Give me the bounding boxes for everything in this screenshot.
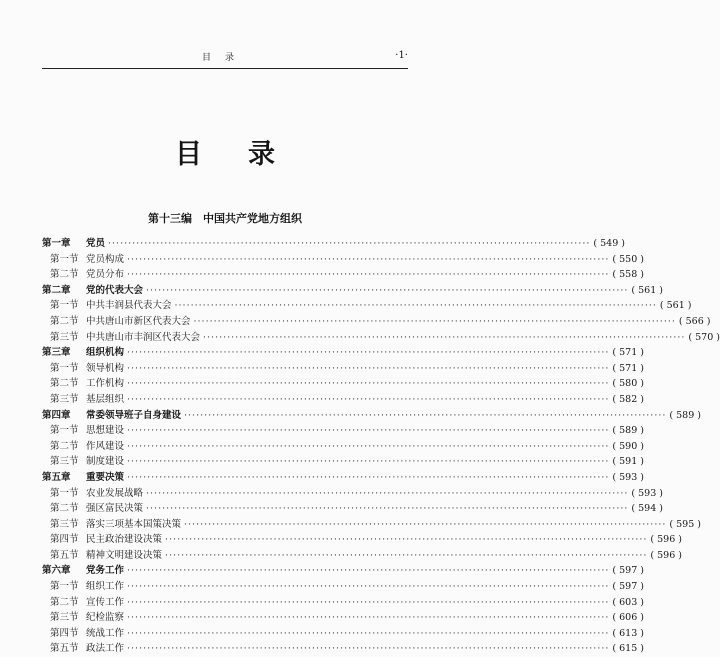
toc-entry-number: 第三节 bbox=[50, 518, 79, 530]
toc-entry-page: ( 595 ) bbox=[669, 518, 701, 530]
toc-entry-page: ( 566 ) bbox=[678, 315, 711, 327]
toc-entry-number: 第五节 bbox=[50, 549, 79, 561]
toc-entry-page: ( 580 ) bbox=[612, 378, 644, 390]
toc-leader-dots: ························································································································ bbox=[146, 503, 629, 515]
toc-entry-number: 第三节 bbox=[50, 393, 79, 405]
toc-leader-dots: ························································································································ bbox=[127, 378, 610, 390]
toc-entry-page: ( 613 ) bbox=[612, 627, 644, 639]
toc-entry-title: 制度建设 bbox=[86, 456, 125, 468]
toc-entry-number: 第一节 bbox=[50, 362, 79, 374]
toc-leader-dots: ························································································································ bbox=[127, 362, 610, 374]
toc-entry-number: 第二节 bbox=[50, 596, 79, 608]
toc-entry-title: 组织机构 bbox=[86, 347, 125, 359]
toc-leader-dots: ························································································································ bbox=[127, 612, 610, 624]
toc-entry-number: 第四节 bbox=[50, 627, 79, 639]
toc-section-entry bbox=[42, 517, 701, 533]
toc-entry-number: 第四节 bbox=[50, 534, 79, 546]
toc-chapter-entry bbox=[42, 236, 625, 252]
toc-entry-page: ( 561 ) bbox=[631, 284, 663, 296]
toc-leader-dots: ························································································································ bbox=[127, 471, 610, 483]
toc-section-entry bbox=[42, 314, 711, 330]
toc-entry-number: 第一节 bbox=[50, 300, 79, 312]
toc-entry-page: ( 550 ) bbox=[612, 253, 644, 265]
toc-section-entry bbox=[42, 532, 682, 548]
toc-entry-number: 第一节 bbox=[50, 487, 79, 499]
toc-leader-dots: ························································································································ bbox=[165, 549, 648, 561]
toc-leader-dots: ························································································································ bbox=[184, 409, 667, 421]
toc-entry-number: 第三节 bbox=[50, 456, 79, 468]
toc-entry-number: 第三章 bbox=[42, 347, 71, 359]
toc-entry-title: 农业发展战略 bbox=[86, 487, 144, 499]
toc-section-entry bbox=[42, 376, 644, 392]
toc-leader-dots: ························································································································ bbox=[146, 487, 629, 499]
toc-entry-title: 中共唐山市新区代表大会 bbox=[86, 315, 191, 327]
table-of-contents bbox=[42, 236, 720, 657]
toc-entry-page: ( 558 ) bbox=[612, 269, 644, 281]
toc-section-entry bbox=[42, 330, 720, 346]
toc-entry-title: 作风建设 bbox=[86, 440, 125, 452]
toc-leader-dots: ························································································································ bbox=[127, 393, 610, 405]
toc-leader-dots: ························································································································ bbox=[146, 284, 629, 296]
toc-section-entry bbox=[42, 252, 644, 268]
toc-entry-title: 中共唐山市丰润区代表大会 bbox=[86, 331, 201, 343]
toc-entry-title: 宣传工作 bbox=[86, 596, 125, 608]
toc-entry-page: ( 593 ) bbox=[612, 471, 644, 483]
toc-entry-page: ( 561 ) bbox=[659, 300, 692, 312]
toc-leader-dots: ························································································································ bbox=[127, 440, 610, 452]
toc-entry-page: ( 593 ) bbox=[631, 487, 663, 499]
toc-chapter-entry bbox=[42, 408, 701, 424]
toc-entry-page: ( 571 ) bbox=[612, 362, 644, 374]
toc-section-entry bbox=[42, 361, 644, 377]
toc-entry-number: 第一节 bbox=[50, 253, 79, 265]
toc-leader-dots: ························································································································ bbox=[127, 565, 610, 577]
toc-entry-number: 第一节 bbox=[50, 581, 79, 593]
toc-leader-dots: ························································································································ bbox=[108, 238, 591, 249]
toc-entry-page: ( 570 ) bbox=[688, 331, 720, 343]
page-title: 目录 bbox=[175, 139, 321, 170]
toc-entry-number: 第二章 bbox=[42, 284, 71, 296]
toc-entry-title: 强区富民决策 bbox=[86, 503, 144, 515]
toc-entry-number: 第五节 bbox=[50, 643, 79, 655]
toc-entry-title: 政法工作 bbox=[86, 643, 125, 655]
toc-entry-number: 第一节 bbox=[50, 425, 79, 437]
toc-chapter-entry bbox=[42, 283, 663, 299]
toc-section-entry bbox=[42, 298, 692, 314]
toc-entry-title: 思想建设 bbox=[86, 425, 125, 437]
toc-leader-dots: ························································································································ bbox=[127, 596, 610, 608]
toc-section-entry bbox=[42, 392, 644, 408]
toc-entry-title: 组织工作 bbox=[86, 581, 125, 593]
toc-entry-number: 第二节 bbox=[50, 503, 79, 515]
toc-entry-number: 第二节 bbox=[50, 440, 79, 452]
toc-entry-title: 重要决策 bbox=[86, 471, 125, 483]
toc-entry-title: 纪检监察 bbox=[86, 612, 125, 624]
toc-entry-page: ( 603 ) bbox=[612, 596, 644, 608]
toc-entry-page: ( 589 ) bbox=[612, 425, 644, 437]
toc-leader-dots: ························································································································ bbox=[127, 456, 610, 468]
toc-entry-title: 民主政治建设决策 bbox=[86, 534, 163, 546]
toc-section-entry bbox=[42, 548, 682, 564]
toc-entry-page: ( 549 ) bbox=[593, 238, 625, 249]
toc-entry-number: 第二节 bbox=[50, 315, 79, 327]
toc-section-entry bbox=[42, 267, 644, 283]
toc-leader-dots: ························································································································ bbox=[127, 269, 610, 281]
header-rule bbox=[42, 68, 408, 69]
toc-entry-title: 领导机构 bbox=[86, 362, 125, 374]
toc-entry-page: ( 596 ) bbox=[650, 534, 682, 546]
toc-entry-number: 第一章 bbox=[42, 238, 71, 249]
toc-entry-title: 常委领导班子自身建设 bbox=[86, 409, 182, 421]
running-header bbox=[42, 50, 408, 66]
toc-entry-number: 第五章 bbox=[42, 471, 71, 483]
part-title: 第十三编 中国共产党地方组织 bbox=[148, 212, 302, 225]
toc-entry-number: 第三节 bbox=[50, 612, 79, 624]
toc-entry-title: 党的代表大会 bbox=[86, 284, 144, 296]
toc-entry-title: 精神文明建设决策 bbox=[86, 549, 163, 561]
toc-entry-page: ( 571 ) bbox=[612, 347, 644, 359]
toc-leader-dots: ························································································································ bbox=[174, 300, 657, 312]
toc-entry-page: ( 606 ) bbox=[612, 612, 644, 624]
toc-section-entry bbox=[42, 626, 644, 642]
toc-section-entry bbox=[42, 454, 644, 470]
toc-entry-title: 工作机构 bbox=[86, 378, 125, 390]
toc-section-entry bbox=[42, 641, 644, 657]
page-number: ·1· bbox=[395, 50, 408, 61]
toc-leader-dots: ························································································································ bbox=[203, 331, 686, 343]
toc-section-entry bbox=[42, 423, 644, 439]
toc-leader-dots: ························································································································ bbox=[127, 643, 610, 655]
toc-leader-dots: ························································································································ bbox=[127, 627, 610, 639]
toc-entry-title: 落实三项基本国策决策 bbox=[86, 518, 182, 530]
toc-entry-page: ( 597 ) bbox=[612, 565, 644, 577]
toc-entry-page: ( 615 ) bbox=[612, 643, 644, 655]
toc-leader-dots: ························································································································ bbox=[127, 253, 610, 265]
toc-section-entry bbox=[42, 439, 644, 455]
toc-entry-title: 党员 bbox=[86, 238, 106, 249]
toc-entry-number: 第三节 bbox=[50, 331, 79, 343]
toc-entry-page: ( 590 ) bbox=[612, 440, 644, 452]
toc-section-entry bbox=[42, 610, 644, 626]
toc-entry-number: 第四章 bbox=[42, 409, 71, 421]
toc-section-entry bbox=[42, 579, 644, 595]
toc-leader-dots: ························································································································ bbox=[165, 534, 648, 546]
toc-entry-number: 第二节 bbox=[50, 378, 79, 390]
toc-section-entry bbox=[42, 501, 663, 517]
running-title: 目录 bbox=[201, 53, 248, 63]
toc-entry-title: 中共丰润县代表大会 bbox=[86, 300, 172, 312]
toc-leader-dots: ························································································································ bbox=[127, 425, 610, 437]
toc-entry-title: 党务工作 bbox=[86, 565, 125, 577]
toc-entry-title: 统战工作 bbox=[86, 627, 125, 639]
toc-leader-dots: ························································································································ bbox=[127, 347, 610, 359]
toc-leader-dots: ························································································································ bbox=[184, 518, 667, 530]
toc-chapter-entry bbox=[42, 470, 644, 486]
toc-entry-number: 第二节 bbox=[50, 269, 79, 281]
toc-section-entry bbox=[42, 486, 663, 502]
toc-entry-page: ( 589 ) bbox=[669, 409, 701, 421]
toc-entry-page: ( 597 ) bbox=[612, 581, 644, 593]
toc-entry-title: 基层组织 bbox=[86, 393, 125, 405]
toc-entry-number: 第六章 bbox=[42, 565, 71, 577]
toc-entry-title: 党员分布 bbox=[86, 269, 125, 281]
toc-entry-page: ( 582 ) bbox=[612, 393, 644, 405]
toc-entry-title: 党员构成 bbox=[86, 253, 125, 265]
toc-entry-page: ( 591 ) bbox=[612, 456, 644, 468]
toc-section-entry bbox=[42, 595, 644, 611]
toc-entry-page: ( 594 ) bbox=[631, 503, 663, 515]
toc-leader-dots: ························································································································ bbox=[127, 581, 610, 593]
toc-entry-page: ( 596 ) bbox=[650, 549, 682, 561]
toc-leader-dots: ························································································································ bbox=[193, 315, 676, 327]
toc-chapter-entry bbox=[42, 563, 644, 579]
toc-chapter-entry bbox=[42, 345, 644, 361]
